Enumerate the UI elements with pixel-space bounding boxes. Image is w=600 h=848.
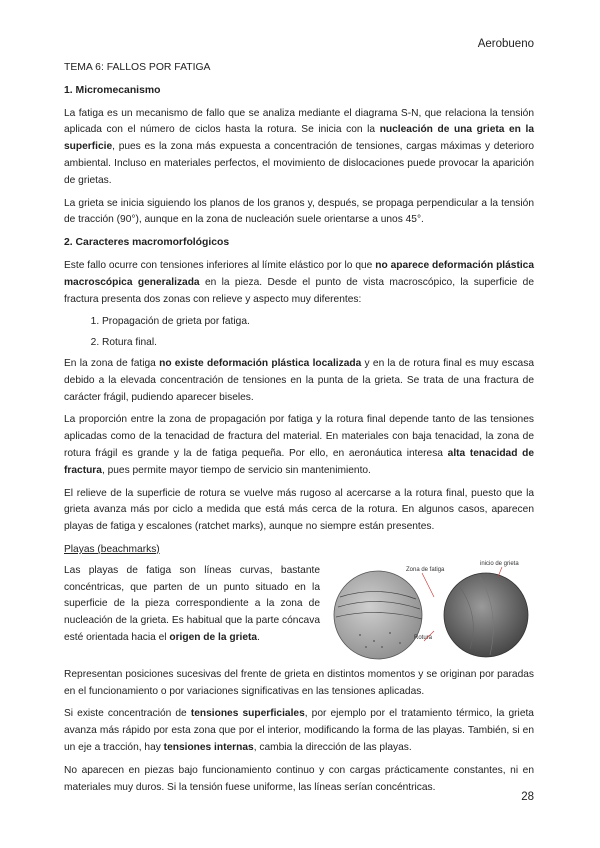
paragraph: Representan posiciones sucesivas del frente de grieta en distintos momentos y se originan por paradas en el funcionamiento o por variaciones significativas en las tensiones aplicadas. [64, 668, 534, 697]
section-heading-micromecanismo: 1. Micromecanismo [64, 84, 161, 96]
text: , pues es la zona más expuesta a concentración de tensiones, cargas máximas y deterioro ambiental. Incluso en materiales perfectos, el movimiento de dislocaciones puede provocar la aparición de grietas. [64, 141, 534, 186]
paragraph: El relieve de la superficie de rotura se vuelve más rugoso al acercarse a la rotura final, puesto que la grieta avanza más por ciclo a medida que está más cerca de la rotura. En algunos casos, aparecen playas de fatiga y escalones (ratchet marks), aunque no siempre están presentes. [64, 487, 534, 533]
paragraph [64, 412, 534, 479]
text: La fatiga es un mecanismo de fallo que se analiza mediante el diagrama S-N, que relaciona la tensión aplicada con el número de ciclos hasta la rotura. Se inicia con la [64, 107, 534, 136]
text: Si existe concentración de [64, 708, 191, 720]
label-rotura: Rotura [414, 634, 433, 641]
bold-text: tensiones superficiales [190, 708, 305, 720]
bold-text: nucleación de una grieta en la superficie [64, 124, 534, 153]
text: , cambia la dirección de las playas. [253, 741, 412, 753]
bold-text: no existe deformación plástica localizada [159, 357, 362, 369]
paragraph [64, 106, 534, 190]
paragraph [64, 356, 534, 406]
text: En la zona de fatiga [64, 357, 160, 369]
label-zona-fatiga: Zona de fatiga [406, 566, 445, 573]
running-header: Aerobueno [477, 38, 534, 50]
text: , por ejemplo por el tratamiento térmico, la grieta avanza más rápido por esta zona que por el interior, modificando la forma de las playas. También, si en un eje a tracción, hay [64, 708, 534, 753]
page-content [64, 60, 534, 802]
paragraph [64, 258, 534, 308]
beachmarks-figure [330, 557, 534, 663]
text: , pues permite mayor tiempo de servicio sin mantenimiento. [101, 464, 371, 476]
text: y en la de rotura final es muy escasa debido a la elevada concentración de tensiones en la punta de la grieta. Se trata de una fractura de carácter frágil, pudiendo aparecer biseles. [64, 357, 534, 403]
paragraph [64, 706, 534, 756]
text: Las playas de fatiga son líneas curvas, bastante concéntricas, que parten de un punto situado en la superficie de la pieza correspondiente a la zona de nucleación de la grieta. Es habitual que la parte cóncava esté orientada hacia el [64, 564, 320, 643]
section-heading-caracteres: 2. Caracteres macromorfológicos [64, 237, 230, 249]
text: La proporción entre la zona de propagación por fatiga y la rotura final depende tanto de las tensiones aplicadas como de la tenacidad de fractura del material. En materiales con baja tenacidad, la zona de rotura frágil es grande y la de fatiga pequeña. Por ello, en aeronáutica interesa [64, 414, 534, 459]
bold-text: origen de la grieta [169, 631, 258, 643]
figure-row [64, 560, 534, 663]
page-number: 28 [521, 791, 534, 803]
paragraph [64, 563, 320, 647]
paragraph: No aparecen en piezas bajo funcionamiento continuo y con cargas prácticamente constantes, ni en materiales muy duros. Si la tensión fuese uniforme, las líneas serían concéntricas. [64, 764, 534, 793]
chapter-title: TEMA 6: FALLOS POR FATIGA [64, 62, 211, 73]
bold-text: tensiones internas [163, 741, 254, 753]
text: . [257, 631, 260, 643]
bold-text: alta tenacidad de fractura [64, 447, 534, 476]
beachmarks-illustration [330, 557, 534, 663]
list-item: 2. Rotura final. [102, 335, 534, 352]
paragraph: La grieta se inicia siguiendo los planos de los granos y, después, se propaga perpendicular a la tensión de tracción (90°), aunque en la zona de nucleación suele orientarse a unos 45°. [64, 197, 534, 226]
label-inicio-grieta: inicio de grieta [480, 560, 519, 567]
text: en la pieza. Desde el punto de vista macroscópico, la superficie de fractura presenta dos zonas con relieve y aspecto muy diferentes: [64, 276, 534, 305]
list-item: 1. Propagación de grieta por fatiga. [102, 314, 534, 331]
bold-text: no aparece deformación plástica macroscópica generalizada [64, 259, 535, 288]
fracture-surface-right [444, 573, 528, 657]
text: Este fallo ocurre con tensiones inferiores al límite elástico por lo que [64, 259, 376, 271]
numbered-list [64, 314, 534, 352]
subheading-playas: Playas (beachmarks) [64, 543, 160, 555]
